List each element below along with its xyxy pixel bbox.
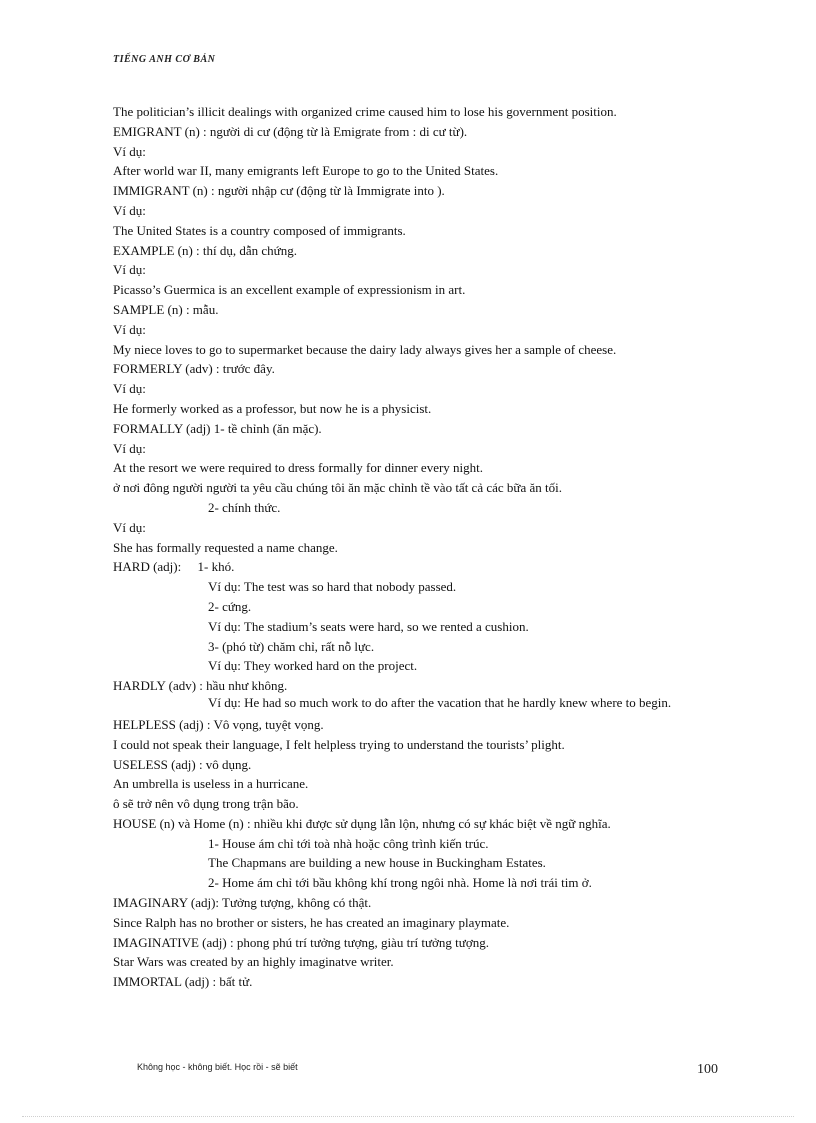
sense-line: 1- House ám chỉ tới toà nhà hoặc công trình kiến trúc. xyxy=(208,835,489,851)
sense-line: 2- cứng. xyxy=(208,598,252,614)
footer-slogan: Không học - không biết. Học rồi - sẽ biết xyxy=(137,1062,298,1072)
entry-house-home: HOUSE (n) và Home (n) : nhiều khi được sử dụng lẫn lộn, nhưng có sự khác biệt về ngữ nghĩa. xyxy=(113,815,611,831)
example-sentence: Ví dụ: The test was so hard that nobody passed. xyxy=(208,579,457,595)
example-label: Ví dụ: xyxy=(113,262,146,278)
example-sentence: An umbrella is useless in a hurricane. xyxy=(113,776,309,792)
example-label: Ví dụ: xyxy=(113,519,146,535)
example-sentence: She has formally requested a name change. xyxy=(113,539,338,555)
example-sentence: At the resort we were required to dress formally for dinner every night. xyxy=(113,460,484,476)
entry-formally: FORMALLY (adj) 1- tề chỉnh (ăn mặc). xyxy=(113,420,322,436)
page-bottom-divider xyxy=(22,1116,794,1117)
example-sentence: My niece loves to go to supermarket because the dairy lady always gives her a sample of cheese. xyxy=(113,341,617,357)
translation-line: ở nơi đông người người ta yêu cầu chúng tôi ăn mặc chỉnh tề vào tất cả các bữa ăn tối. xyxy=(113,480,562,496)
example-sentence: Ví dụ: He had so much work to do after the vacation that he hardly knew where to begin. xyxy=(208,694,672,710)
translation-line: ô sẽ trở nên vô dụng trong trận bão. xyxy=(113,796,299,812)
example-label: Ví dụ: xyxy=(113,202,146,218)
example-sentence: The Chapmans are building a new house in Buckingham Estates. xyxy=(208,855,546,871)
example-sentence: Ví dụ: They worked hard on the project. xyxy=(208,658,418,674)
example-label: Ví dụ: xyxy=(113,143,146,159)
example-sentence: He formerly worked as a professor, but now he is a physicist. xyxy=(113,400,432,416)
example-label: Ví dụ: xyxy=(113,321,146,337)
example-sentence: Star Wars was created by an highly imaginatve writer. xyxy=(113,954,394,970)
sense-line: 2- Home ám chỉ tới bầu không khí trong ngôi nhà. Home là nơi trái tim ở. xyxy=(208,875,592,891)
entry-example: EXAMPLE (n) : thí dụ, dẫn chứng. xyxy=(113,242,297,258)
entry-helpless: HELPLESS (adj) : Vô vọng, tuyệt vọng. xyxy=(113,716,324,732)
example-sentence: After world war II, many emigrants left Europe to go to the United States. xyxy=(113,163,499,179)
example-label: Ví dụ: xyxy=(113,440,146,456)
entry-sample: SAMPLE (n) : mẫu. xyxy=(113,301,219,317)
sense-line: 3- (phó từ) chăm chỉ, rất nỗ lực. xyxy=(208,638,375,654)
text-line: The politician’s illicit dealings with organized crime caused him to lose his government position. xyxy=(113,104,617,119)
entry-hardly: HARDLY (adv) : hầu như không. xyxy=(113,678,288,694)
document-body xyxy=(113,102,723,992)
sense-line: 2- chính thức. xyxy=(208,499,281,515)
entry-imaginative: IMAGINATIVE (adj) : phong phú trí tưởng tượng, giàu trí tưởng tượng. xyxy=(113,934,489,950)
example-sentence: Picasso’s Guermica is an excellent example of expressionism in art. xyxy=(113,282,466,298)
entry-hard: HARD (adj): 1- khó. xyxy=(113,559,235,575)
entry-immigrant: IMMIGRANT (n) : người nhập cư (động từ là Immigrate into ). xyxy=(113,183,445,199)
entry-emigrant: EMIGRANT (n) : người di cư (động từ là Emigrate from : di cư từ). xyxy=(113,123,468,139)
page-number: 100 xyxy=(697,1062,718,1077)
entry-imaginary: IMAGINARY (adj): Tưởng tượng, không có thật. xyxy=(113,895,372,911)
example-label: Ví dụ: xyxy=(113,381,146,397)
entry-immortal: IMMORTAL (adj) : bất tử. xyxy=(113,974,253,990)
entry-useless: USELESS (adj) : vô dụng. xyxy=(113,756,252,772)
example-sentence: The United States is a country composed of immigrants. xyxy=(113,222,406,238)
example-sentence: Since Ralph has no brother or sisters, he has created an imaginary playmate. xyxy=(113,914,510,930)
entry-formerly: FORMERLY (adv) : trước đây. xyxy=(113,361,275,377)
example-sentence: I could not speak their language, I felt helpless trying to understand the tourists’ plight. xyxy=(113,736,565,752)
running-header: TIẾNG ANH CƠ BẢN xyxy=(113,54,216,65)
example-sentence: Ví dụ: The stadium’s seats were hard, so we rented a cushion. xyxy=(208,618,529,634)
